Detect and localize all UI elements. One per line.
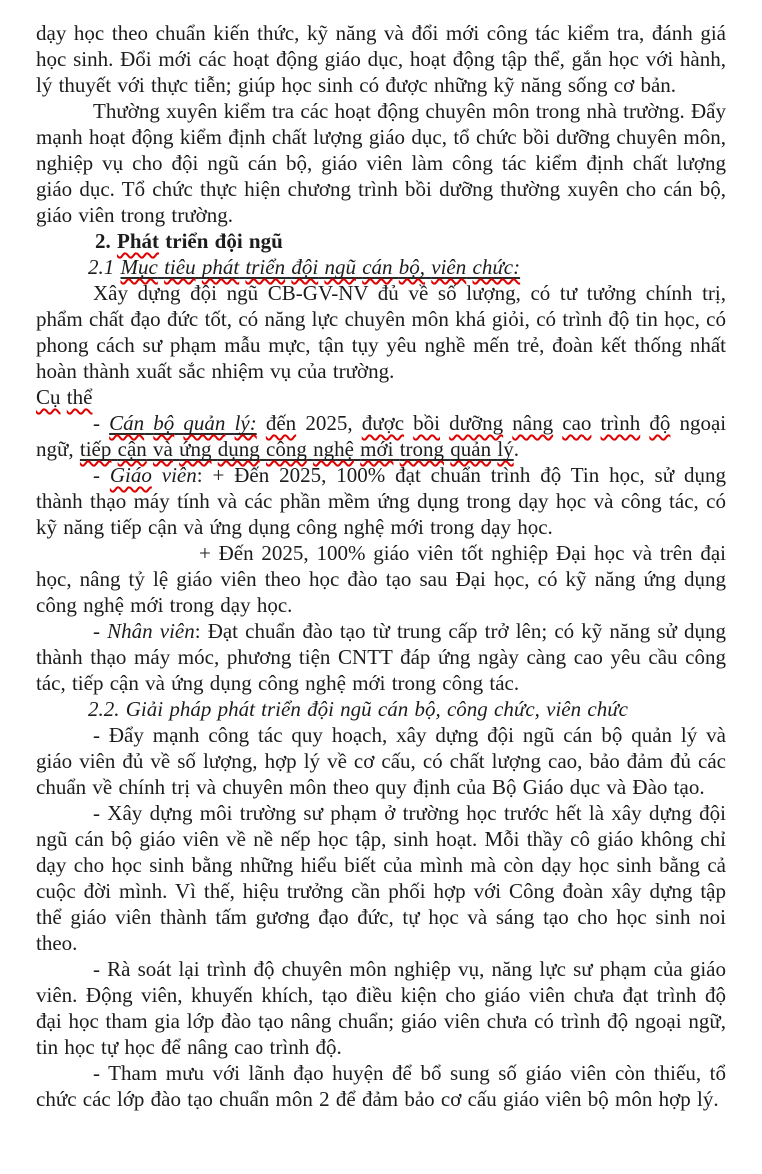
text-run [266, 411, 296, 435]
document-body [36, 20, 726, 1112]
text-run: Xây dựng đội ngũ CB-GV-NV đủ về số lượng, có tư tưởng chính trị, phẩm chất đạo đức tốt, có năng lực chuyên môn khá giỏi, có trình độ tin học, có phong cách sư phạm mẫu mực, tận tụy yêu nghề mến trẻ, đoàn kết thống nhất hoàn thành xuất sắc nhiệm vụ của trường. [36, 281, 726, 383]
spellcheck-marked-word: tiếp [79, 437, 112, 461]
paragraph [36, 254, 726, 280]
text-run: 2025, [296, 411, 362, 435]
spellcheck-marked-word: Phát [117, 229, 159, 253]
spellcheck-marked-word: bộ [153, 411, 175, 435]
spellcheck-marked-word: bồi [413, 411, 440, 435]
spellcheck-marked-word: ứng [179, 437, 212, 461]
spellcheck-marked-word: Mục [120, 255, 158, 279]
spellcheck-marked-word: dưỡng [449, 411, 504, 435]
spellcheck-marked-word: cán [362, 255, 393, 279]
spellcheck-marked-word: trình [600, 411, 641, 435]
paragraph [36, 384, 726, 410]
text-run: - [93, 411, 110, 435]
text-run: - Đẩy mạnh công tác quy hoạch, xây dựng đội ngũ cán bộ quản lý và giáo viên đủ về số lượng, hợp lý về cơ cấu, có chất lượng cao, bảo đảm đủ các chuẩn về chính trị và chuyên môn theo quy định của Bộ Giáo dục và Đào tạo. [36, 723, 726, 799]
text-run [110, 463, 152, 487]
spellcheck-marked-word: được [361, 411, 405, 435]
paragraph [36, 956, 726, 1060]
text-run: - [93, 619, 108, 643]
spellcheck-marked-word: cận [117, 437, 147, 461]
text-run: 2. [95, 229, 117, 253]
text-run: - Rà soát lại trình độ chuyên môn nghiệp vụ, năng lực sư phạm của giáo viên. Động viên, khuyến khích, tạo điều kiện cho giáo viên chưa đạt trình độ đại học tham gia lớp đào tạo nâng chuẩn; giáo viên chưa có trình độ ngoại ngữ, tin học tự học để nâng cao trình độ. [36, 957, 726, 1059]
text-run: Nhân viên [107, 619, 195, 643]
underlined-text-run [80, 437, 514, 461]
paragraph [36, 696, 726, 722]
spellcheck-marked-word: thể [66, 385, 93, 409]
text-run: Thường xuyên kiểm tra các hoạt động chuyên môn trong nhà trường. Đẩy mạnh hoạt động kiểm định chất lượng giáo dục, tổ chức bồi dưỡng chuyên môn, nghiệp vụ cho đội ngũ cán bộ, giáo viên làm công tác kiểm định chất lượng giáo dục. Tổ chức thực hiện chương trình bồi dưỡng thường xuyên cho cán bộ, giáo viên trong trường. [36, 99, 726, 227]
spellcheck-marked-word: dụng [217, 437, 260, 461]
text-run: + Đến 2025, 100% giáo viên tốt nghiệp Đại học và trên đại học, nâng tỷ lệ giáo viên theo học đào tạo sau Đại học, có kỹ năng ứng dụng công nghệ mới trong dạy học. [36, 541, 726, 617]
spellcheck-marked-word: nâng [512, 411, 554, 435]
spellcheck-marked-word: viên [431, 255, 467, 279]
spellcheck-marked-word: độ [649, 411, 671, 435]
text-run: - Xây dựng môi trường sư phạm ở trường học trước hết là xây dựng đội ngũ cán bộ giáo viên về nề nếp học tập, sinh hoạt. Mỗi thầy cô giáo không chỉ dạy cho học sinh bằng những hiểu biết của mình mà còn dạy học sinh bằng cả cuộc đời mình. Vì thế, hiệu trưởng cần phối hợp với Công đoàn xây dựng tập thể giáo viên thành tấm gương đạo đức, tự học và sáng tạo cho học sinh noi theo. [36, 801, 726, 955]
spellcheck-marked-word: phát [201, 255, 240, 279]
text-run: triển đội ngũ [159, 229, 283, 253]
spellcheck-marked-word: bộ, [398, 255, 426, 279]
spellcheck-marked-word: mới [360, 437, 394, 461]
text-run: - Tham mưu với lãnh đạo huyện để bổ sung số giáo viên còn thiếu, tổ chức các lớp đào tạo chuẩn môn 2 để đảm bảo cơ cấu giáo viên bộ môn hợp lý. [36, 1061, 726, 1111]
text-run: viên [151, 463, 197, 487]
spellcheck-marked-word: công [266, 437, 307, 461]
spellcheck-marked-word: Cán [109, 411, 145, 435]
spellcheck-marked-word: và [153, 437, 173, 461]
spellcheck-marked-word: triển [245, 255, 286, 279]
text-run: 2.1 [88, 255, 121, 279]
spellcheck-marked-word: cao [562, 411, 592, 435]
text-run: dạy học theo chuẩn kiến thức, kỹ năng và đổi mới công tác kiểm tra, đánh giá học sinh. Đổi mới các hoạt động giáo dục, hoạt động tập thể, gắn học với hành, lý thuyết với thực tiễn; giúp học sinh có được những kỹ năng sống cơ bản. [36, 21, 726, 97]
paragraph [36, 228, 726, 254]
paragraph [36, 410, 726, 462]
text-run [117, 229, 159, 253]
spellcheck-marked-word: nghệ [313, 437, 354, 461]
text-run: 2.2. Giải pháp phát triển đội ngũ cán bộ, công chức, viên chức [88, 697, 628, 721]
spellcheck-marked-word: Cụ [36, 385, 61, 409]
spellcheck-marked-word: quản [450, 437, 492, 461]
text-run: ngoại ngữ, [36, 411, 727, 461]
text-run: - [93, 463, 110, 487]
spellcheck-marked-word: đội [291, 255, 319, 279]
paragraph [36, 618, 726, 696]
paragraph [36, 462, 726, 540]
paragraph [36, 540, 726, 618]
spellcheck-marked-word: lý [497, 437, 514, 461]
paragraph [36, 280, 726, 384]
spellcheck-marked-word: ngũ [324, 255, 356, 279]
paragraph [36, 1060, 726, 1112]
spellcheck-marked-word: Giáo [109, 463, 152, 487]
text-run [257, 411, 266, 435]
text-run [362, 411, 671, 435]
spellcheck-marked-word: quản [183, 411, 226, 435]
paragraph [36, 20, 726, 98]
paragraph [36, 98, 726, 228]
spellcheck-marked-word: tiêu [164, 255, 196, 279]
spellcheck-marked-word: đến [265, 411, 297, 435]
text-run [36, 385, 92, 409]
spellcheck-marked-word: trong [399, 437, 445, 461]
underlined-text-run [109, 411, 257, 435]
spellcheck-marked-word: lý: [234, 411, 257, 435]
text-run: . [513, 437, 519, 461]
underlined-text-run [121, 255, 521, 279]
paragraph [36, 722, 726, 800]
text-run: : + Đến 2025, 100% đạt chuẩn trình độ Tin học, sử dụng thành thạo máy tính và các phần mềm ứng dụng trong dạy học và công tác, có kỹ năng tiếp cận và ứng dụng công nghệ mới trong dạy học. [36, 463, 726, 539]
text-run: : Đạt chuẩn đào tạo từ trung cấp trở lên; có kỹ năng sử dụng thành thạo máy móc, phương tiện CNTT đáp ứng ngày càng cao yêu cầu công tác, tiếp cận và ứng dụng công nghệ mới trong công tác. [36, 619, 727, 695]
paragraph [36, 800, 726, 956]
spellcheck-marked-word: chức: [472, 255, 521, 279]
